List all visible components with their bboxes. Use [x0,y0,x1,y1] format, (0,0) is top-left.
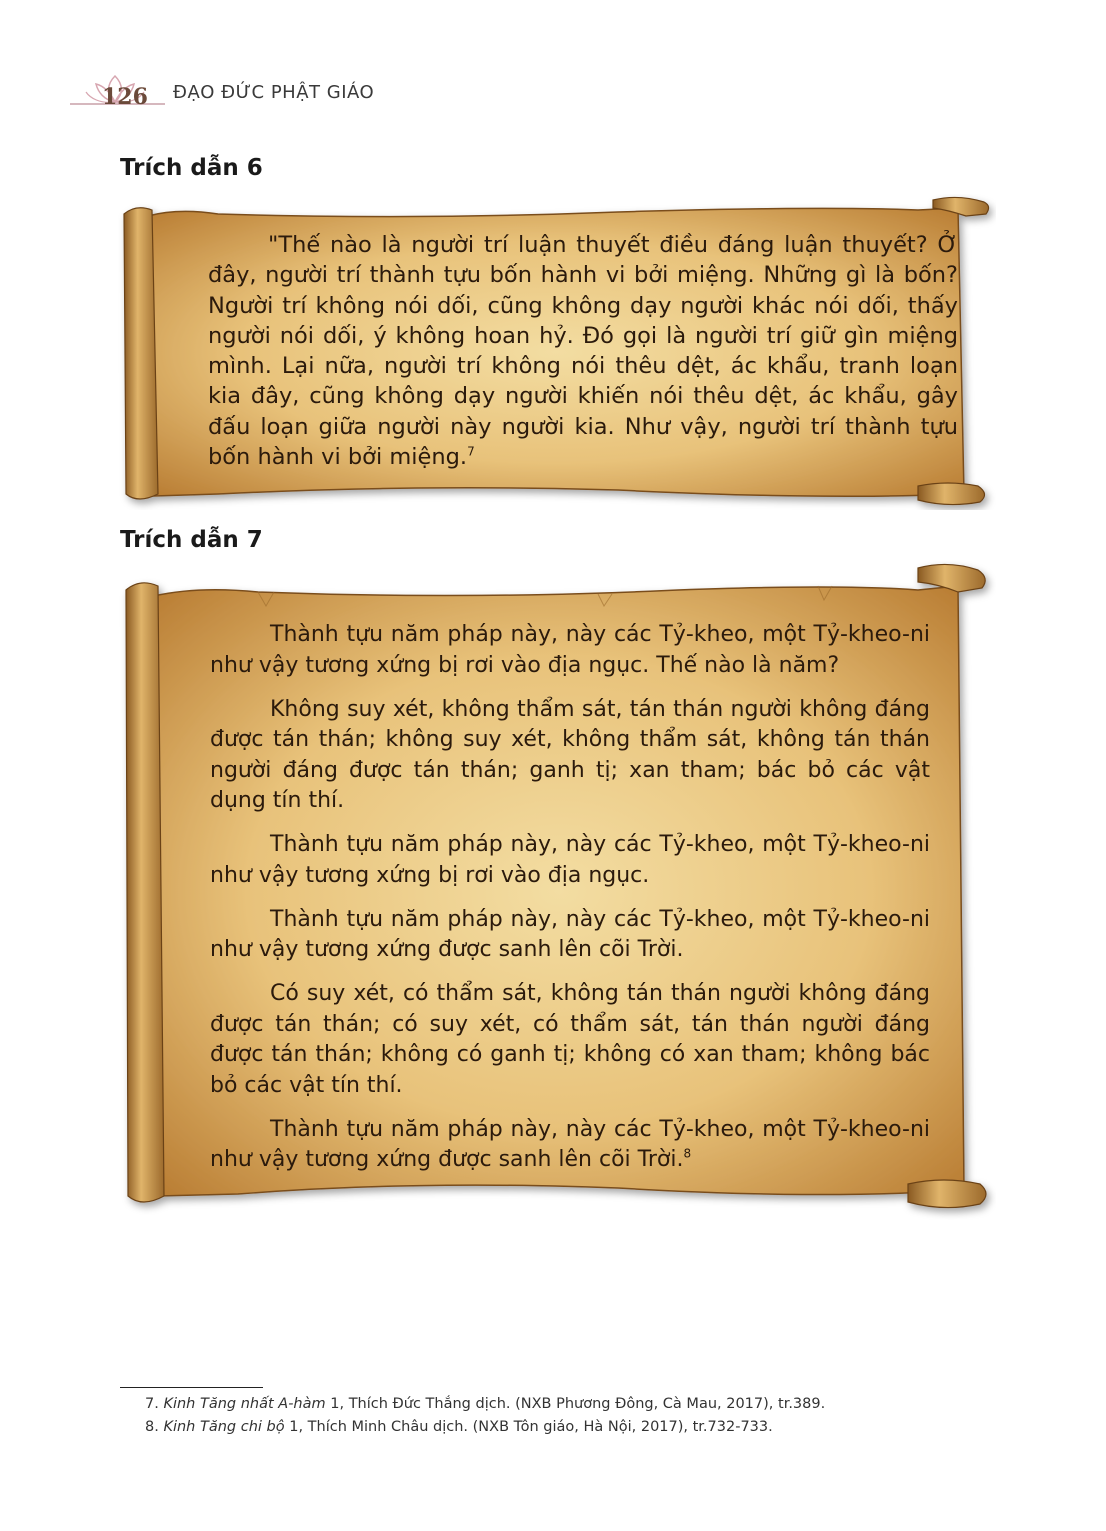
quote7-text [210,620,930,1189]
quote7-last-text: Thành tựu năm pháp này, này các Tỷ-kheo, một Tỷ-kheo-ni như vậy tương xứng được sanh lên cõi Trời. [210,1116,930,1172]
quote7-heading: Trích dẫn 7 [120,527,263,553]
quote7-paragraph: Có suy xét, có thẩm sát, không tán thán người không đáng được tán thán; có suy xét, có thẩm sát, tán thán người đáng được tán thán; không có ganh tị; không có xan tham; không bác bỏ các vật tín thí. [210,981,930,1098]
running-title: ĐẠO ĐỨC PHẬT GIÁO [173,82,375,103]
footnotes [145,1393,1045,1439]
footnote-title: Kinh Tăng nhất A-hàm [163,1396,326,1412]
footnote-ref-8: 8 [683,1146,692,1161]
quote6-body: "Thế nào là người trí luận thuyết điều đáng luận thuyết? Ở đây, người trí thành tựu bốn hành vi bởi miệng. Những gì là bốn? Người trí không nói dối, cũng không dạy người khác nói dối, thấy người nói dối, ý không hoan hỷ. Đó gọi là người trí giữ gìn miệng mình. Lại nữa, người trí không nói thêu dệt, ác khẩu, tranh loạn kia đây, cũng không dạy người khiến nói thêu dệt, ác khẩu, gây đấu loạn giữa người này người kia. Như vậy, người trí thành tựu bốn hành vi bởi miệng. [208,232,958,471]
quote6-text [208,230,958,472]
page-number: 126 [102,84,148,110]
footnote-rule [120,1387,263,1388]
quote7-paragraph: Thành tựu năm pháp này, này các Tỷ-kheo, một Tỷ-kheo-ni như vậy tương xứng bị rơi vào địa ngục. [210,832,930,888]
footnote-ref-7: 7 [467,444,475,459]
footnote-7 [145,1393,1045,1416]
footnote-number: 7. [145,1396,159,1412]
quote7-paragraph: Thành tựu năm pháp này, này các Tỷ-kheo, một Tỷ-kheo-ni như vậy tương xứng bị rơi vào địa ngục. Thế nào là năm? [210,622,930,678]
quote7-paragraph: Thành tựu năm pháp này, này các Tỷ-kheo, một Tỷ-kheo-ni như vậy tương xứng được sanh lên cõi Trời. [210,906,930,962]
footnote-8 [145,1416,1045,1439]
footnote-citation: 1, Thích Đức Thắng dịch. (NXB Phương Đông, Cà Mau, 2017), tr.389. [325,1396,826,1412]
footnote-citation: 1, Thích Minh Châu dịch. (NXB Tôn giáo, Hà Nội, 2017), tr.732-733. [284,1419,773,1435]
quote6-scroll [118,194,996,510]
quote6-heading: Trích dẫn 6 [120,155,263,181]
quote7-paragraph [210,1115,930,1176]
quote7-scroll [118,560,996,1220]
quote7-paragraph: Không suy xét, không thẩm sát, tán thán người không đáng được tán thán; không suy xét, không thẩm sát, không tán thán người đáng được tán thán; ganh tị; xan tham; bác bỏ các vật dụng tín thí. [210,696,930,813]
footnote-title: Kinh Tăng chi bộ [163,1419,285,1435]
page-header [60,70,460,110]
footnote-number: 8. [145,1419,159,1435]
